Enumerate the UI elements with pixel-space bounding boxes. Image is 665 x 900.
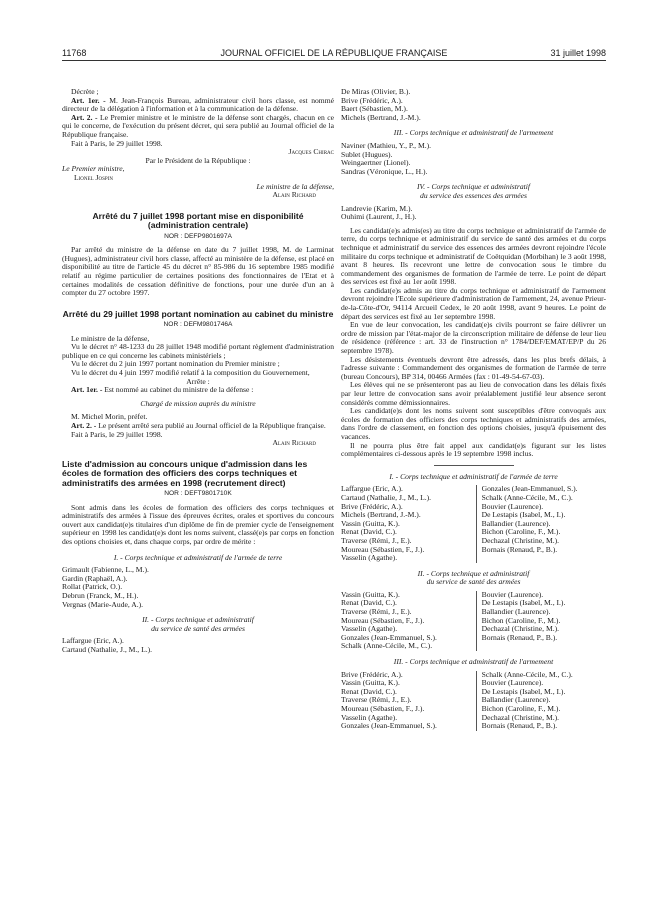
section-subtitle: du service des essences des armées xyxy=(420,190,527,200)
charge-de-mission: Chargé de mission auprès du ministre xyxy=(140,398,256,408)
arrete-paragraph: Le ministre de la défense, xyxy=(71,333,150,343)
table-column-right xyxy=(476,485,606,562)
left-column xyxy=(62,88,334,655)
nor-code: NOR : DEFM9801746A xyxy=(163,321,233,329)
table-row: Ballandier (Laurence). xyxy=(481,518,551,528)
body-paragraph: Les candidat(e)s admis(es) au titre du corps technique et administratif de l'armée de terre, du corps technique et administratif du service de santé des armées et du corps technique et administratif du service des essences des armées devront rejoindre l'école militaire du corps technique et administratif de Coëtquidan (Morbihan) le 3 août 1998, avant 8 heures. Ils recevront une lettre de convocation sous le timbre du commandement des organismes de formation de l'armée de terre. Le point de départ des services est fixé au 1er août 1998. xyxy=(341,225,606,287)
complementary-list-table xyxy=(341,591,606,651)
name-list xyxy=(341,205,606,222)
table-row: Renat (David, C.). xyxy=(341,686,397,696)
table-row: Bornais (Renaud, P., B.). xyxy=(481,721,558,731)
list-item: Debrun (Franck, M., H.). xyxy=(62,590,139,600)
list-item: Laffargue (Eric, A.). xyxy=(62,636,124,646)
table-row: Bouvier (Laurence). xyxy=(481,589,544,599)
ministre-defense-label: Le ministre de la défense, xyxy=(256,181,334,191)
table-row: Traverse (Rémi, J., E.). xyxy=(341,695,412,705)
section-title: II. - Corps technique et administratif xyxy=(142,615,254,625)
table-row: Bornais (Renaud, P., B.). xyxy=(481,632,558,642)
table-row: Ballandier (Laurence). xyxy=(481,607,551,617)
section-title: IV. - Corps technique et administratif xyxy=(417,182,530,192)
arrete-disponibilite-title: Arrêté du 7 juillet 1998 portant mise en disponibilité (administration centrale) xyxy=(92,210,304,231)
arrete-paragraph: Vu le décret du 2 juin 1997 portant nomination du Premier ministre ; xyxy=(71,359,280,369)
article-label: Art. 2. - xyxy=(71,112,98,122)
list-item: Landrevie (Karim, M.). xyxy=(341,203,413,213)
arrete-article-1 xyxy=(62,386,334,395)
list-item: Michels (Bertrand, J.-M.). xyxy=(341,112,421,122)
table-row: Schalk (Anne-Cécile, M., C.). xyxy=(481,669,573,679)
nor-code: NOR : DEFP9801697A xyxy=(164,232,232,240)
table-row: De Lestapis (Isabel, M., I.). xyxy=(481,686,566,696)
table-column-right xyxy=(476,591,606,651)
list-item: Rollat (Patrick, O.). xyxy=(62,582,123,592)
journal-title: JOURNAL OFFICIEL DE LA RÉPUBLIQUE FRANÇAISE xyxy=(220,48,448,58)
table-column-left xyxy=(341,485,476,562)
premier-ministre-label: Le Premier ministre, xyxy=(62,164,125,174)
arrete-arrete: Arrête : xyxy=(186,376,210,386)
complementary-list-table xyxy=(341,485,606,562)
article-label: Art. 2. - xyxy=(71,421,97,431)
header-rule xyxy=(62,60,606,61)
name-list xyxy=(62,637,334,654)
table-column-left xyxy=(341,591,476,651)
arrete-paragraph: Vu le décret n° 48-1233 du 28 juillet 1948 modifié portant règlement d'administration publique en ce qui concerne les cabinets ministériels ; xyxy=(62,342,334,360)
name-list xyxy=(62,566,334,609)
article-label: Art. 1er. - xyxy=(71,385,103,395)
arrete-cabinet-title: Arrêté du 29 juillet 1998 portant nomination au cabinet du ministre xyxy=(62,308,334,319)
table-row: Renat (David, C.). xyxy=(341,598,397,608)
signature-richard: Alain Richard xyxy=(272,190,316,200)
name-list xyxy=(341,142,606,176)
table-row: Vassin (Guitta, K.). xyxy=(341,678,400,688)
body-paragraph: Les candidat(e)s admis au titre du corps technique et administratif de l'armement devront rejoindre l'Ecole supérieure d'administration de l'armement, 24, avenue Prieur-de-la-Côte-d'Or, 94114 Arcueil Cedex, le 20 août 1998, avant 9 heures. Le point de départ des services est fixé au 1er septembre 1998. xyxy=(341,285,606,321)
section-title: III. - Corps technique et administratif de l'armement xyxy=(393,128,554,138)
list-item: De Miras (Olivier, B.). xyxy=(341,87,411,96)
section-subtitle: du service de santé des armées xyxy=(151,623,245,633)
table-row: Dechazal (Christine, M.). xyxy=(481,535,560,545)
table-row: Bichon (Caroline, F., M.). xyxy=(481,704,561,713)
list-item: Sandras (Véronique, L., H.). xyxy=(341,166,428,176)
section-title: I. - Corps technique et administratif de l'armée de terre xyxy=(389,471,558,481)
arrete-disponibilite-text: Par arrêté du ministre de la défense en date du 7 juillet 1998, M. de Larminat (Hugues), administrateur civil hors classe, affecté au ministère de la défense, est placé en disponibilité au titre de l'article 45 du décret n° 85-986 du 16 septembre 1985 modifié relatif au régime particulier de certaines positions des fonctionnaires de l'Etat et à certaines modalités de cessation définitive de fonctions, pour une durée d'un an à compter du 27 octobre 1997. xyxy=(62,245,334,298)
body-paragraph: Les candidat(e)s dont les noms suivent sont susceptibles d'être convoqués aux écoles de formation des officiers des corps techniques et administratifs des armées, dans l'ordre de classement, en fonction des options choisies, jusqu'à épuisement des vacances. xyxy=(341,406,606,441)
table-row: De Lestapis (Isabel, M., I.). xyxy=(481,598,566,608)
decree-fait: Fait à Paris, le 29 juillet 1998. xyxy=(71,138,163,148)
list-item: Ouhimi (Laurent, J., H.). xyxy=(341,212,417,222)
name-list xyxy=(341,88,606,122)
article-text: Le présent arrêté sera publié au Journal officiel de la République française. xyxy=(98,421,326,431)
table-column-right xyxy=(476,671,606,731)
liste-admission-text: Sont admis dans les écoles de formation des officiers des corps techniques et administratifs des armées à l'issue des épreuves écrites, orales et sportives du concours ouvert aux candidat(e)s titulaires d'un diplôme de fin de premier cycle de l'enseignement supérieur en 1998 les candidat(e)s dont les noms suivent, classé(e)s par corps en fonction des options choisies et, dans chaque corps, par ordre de mérite : xyxy=(62,502,334,546)
article-text: Est nommé au cabinet du ministre de la défense : xyxy=(104,385,254,395)
table-row: Moureau (Sébastien, F., J.). xyxy=(341,704,425,713)
table-row: Traverse (Rémi, J., E.). xyxy=(341,535,412,545)
section-title: III. - Corps technique et administratif de l'armement xyxy=(393,657,554,667)
nor-code: NOR : DEFT9801710K xyxy=(164,490,232,498)
table-row: Bouvier (Laurence). xyxy=(481,501,544,511)
list-item: Naviner (Mathieu, Y., P., M.). xyxy=(341,140,432,150)
table-row: Gonzales (Jean-Emmanuel, S.). xyxy=(341,632,437,642)
right-column xyxy=(341,88,606,731)
decree-article-1 xyxy=(62,97,334,114)
signature-chirac: Jacques Chirac xyxy=(288,147,334,157)
table-row: Michels (Bertrand, J.-M.). xyxy=(341,510,421,520)
table-row: Vassin (Guitta, K.). xyxy=(341,589,400,599)
list-item: Grimault (Fabienne, L., M.). xyxy=(62,565,149,575)
decree-decrete: Décrète ; xyxy=(71,87,99,96)
table-row: Vasselin (Agathe). xyxy=(341,624,398,634)
table-row: Vasselin (Agathe). xyxy=(341,553,398,563)
body-paragraph: Les désistements éventuels devront être adressés, dans les plus brefs délais, à l'adresse suivante : Commandement des organismes de formation de l'armée de terre (bureau Concours), BP 314, 00466 Armées (fax : 01-49-54-67-03). xyxy=(341,354,606,381)
issue-date: 31 juillet 1998 xyxy=(550,48,606,58)
signature-jospin: Lionel Jospin xyxy=(74,172,113,182)
arrete-paragraph: Vu le décret du 4 juin 1997 modifié relatif à la composition du Gouvernement, xyxy=(71,368,310,378)
table-column-left xyxy=(341,671,476,731)
table-row: Bornais (Renaud, P., B.). xyxy=(481,544,558,554)
body-paragraph: En vue de leur convocation, les candidat(e)s civils pourront se faire délivrer un ordre de mission par l'état-major de la circonscription militaire de défense de leur lieu de résidence (référence : art. 33 de l'instruction n° 1784/DEF/EMAT/EP/P du 26 septembre 1978). xyxy=(341,320,606,356)
table-row: Dechazal (Christine, M.). xyxy=(481,624,560,634)
decree-article-2 xyxy=(62,114,334,140)
par-le-president: Par le Président de la République : xyxy=(145,155,251,165)
signature-richard: Alain Richard xyxy=(272,438,316,448)
table-row: Brive (Frédéric, A.). xyxy=(341,501,403,511)
list-item: Cartaud (Nathalie, J., M., L.). xyxy=(62,644,153,654)
page-number: 11768 xyxy=(62,48,87,58)
table-row: Vassin (Guitta, K.). xyxy=(341,518,400,528)
section-divider xyxy=(434,465,514,466)
table-row: Bouvier (Laurence). xyxy=(481,678,544,688)
table-row: Dechazal (Christine, M.). xyxy=(481,712,560,722)
complementary-list-table xyxy=(341,671,606,731)
table-row: De Lestapis (Isabel, M., I.). xyxy=(481,510,566,520)
table-row: Traverse (Rémi, J., E.). xyxy=(341,607,412,617)
article-label: Art. 1er. - xyxy=(71,95,106,105)
list-item: Gardin (Raphaël, A.). xyxy=(62,573,128,583)
list-item: Sublet (Hugues). xyxy=(341,149,393,159)
liste-admission-title: Liste d'admission au concours unique d'admission dans les écoles de formation des officiers des corps techniques et administratifs des armées en 1998 (recrutement direct) xyxy=(62,458,308,488)
article-text: Le Premier ministre et le ministre de la défense sont chargés, chacun en ce qui le concerne, de l'exécution du présent décret, qui sera publié au Journal officiel de la République française. xyxy=(62,112,334,139)
body-paragraph: Il ne pourra plus être fait appel aux candidat(e)s figurant sur les listes complémentaires ci-dessous après le 19 septembre 1998 inclus. xyxy=(341,440,606,459)
table-row: Gonzales (Jean-Emmanuel, S.). xyxy=(341,721,437,731)
table-row: Gonzales (Jean-Emmanuel, S.). xyxy=(481,484,578,494)
section-title: I. - Corps technique et administratif de l'armée de terre xyxy=(113,552,283,562)
table-row: Schalk (Anne-Cécile, M., C.). xyxy=(481,492,573,502)
table-row: Brive (Frédéric, A.). xyxy=(341,669,403,679)
article-text: M. Jean-François Bureau, administrateur civil hors classe, est nommé directeur de la délégation à l'information et à la communication de la défense. xyxy=(62,95,334,114)
table-row: Moureau (Sébastien, F., J.). xyxy=(341,615,425,625)
section-subtitle: du service de santé des armées xyxy=(426,577,521,587)
list-item: Vergnas (Marie-Aude, A.). xyxy=(62,599,144,609)
list-item: Weingaertner (Lionel). xyxy=(341,158,411,168)
nominee: M. Michel Morin, préfet. xyxy=(71,412,148,422)
table-row: Bichon (Caroline, F., M.). xyxy=(481,615,561,625)
table-row: Renat (David, C.). xyxy=(341,527,397,537)
list-item: Baert (Sébastien, M.). xyxy=(341,104,408,114)
body-paragraph: Les élèves qui ne se présenteront pas au lieu de convocation dans les délais fixés par leur lettre de convocation sans avoir préalablement justifié leur absence seront considérés comme démissionnaires. xyxy=(341,380,606,407)
arrete-fait: Fait à Paris, le 29 juillet 1998. xyxy=(71,429,163,439)
table-row: Moureau (Sébastien, F., J.). xyxy=(341,544,425,554)
table-row: Ballandier (Laurence). xyxy=(481,695,551,705)
section-title: II. - Corps technique et administratif xyxy=(417,568,530,578)
table-row: Cartaud (Nathalie, J., M., L.). xyxy=(341,492,432,502)
table-row: Bichon (Caroline, F., M.). xyxy=(481,527,561,537)
table-row: Schalk (Anne-Cécile, M., C.). xyxy=(341,641,433,651)
table-row: Laffargue (Eric, A.). xyxy=(341,484,403,494)
table-row: Vasselin (Agathe). xyxy=(341,712,398,722)
list-item: Brive (Frédéric, A.). xyxy=(341,95,403,105)
